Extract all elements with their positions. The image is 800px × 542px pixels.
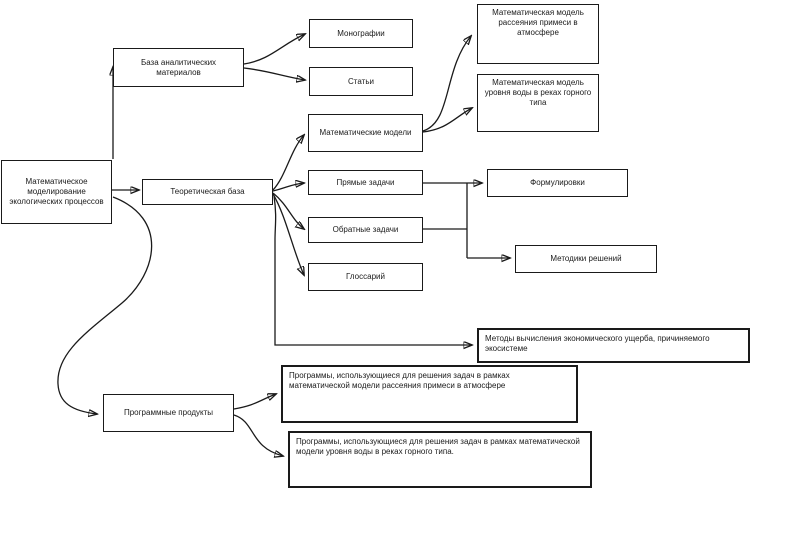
node-model-rivers: Математическая модель уровня воды в реках горного типа: [477, 74, 599, 132]
node-root: Математическое моделирование экологических процессов: [1, 160, 112, 224]
node-programs-rivers: Программы, использующиеся для решения задач в рамках математической модели уровня воды в реках горного типа.: [288, 431, 592, 488]
connector-theory-base-to-direct-tasks: [273, 183, 304, 191]
connector-root-to-software-products: [58, 197, 152, 414]
node-theory-base: Теоретическая база: [142, 179, 273, 205]
node-model-atmosphere: Математическая модель рассеяния примеси в атмосфере: [477, 4, 599, 64]
node-direct-tasks: Прямые задачи: [308, 170, 423, 195]
node-articles: Статьи: [309, 67, 413, 96]
node-solution-methods: Методики решений: [515, 245, 657, 273]
connector-theory-base-to-inverse-tasks: [273, 193, 304, 229]
node-inverse-tasks: Обратные задачи: [308, 217, 423, 243]
connector-math-models-to-model-atmosphere: [423, 36, 471, 131]
connector-theory-base-to-math-models: [273, 135, 304, 190]
node-formulations: Формулировки: [487, 169, 628, 197]
connector-software-to-programs-rivers: [234, 415, 283, 456]
node-math-models: Математические модели: [308, 114, 423, 152]
connector-analytics-base-to-articles: [244, 68, 305, 80]
node-monographs: Монографии: [309, 19, 413, 48]
node-glossary: Глоссарий: [308, 263, 423, 291]
node-damage-methods: Методы вычисления экономического ущерба, причиняемого экосистеме: [477, 328, 750, 363]
node-software-products: Программные продукты: [103, 394, 234, 432]
connector-analytics-base-to-monographs: [244, 34, 305, 64]
connector-theory-base-to-glossary: [273, 194, 304, 275]
connector-math-models-to-model-rivers: [423, 108, 472, 132]
node-programs-atmosphere: Программы, использующиеся для решения задач в рамках математической модели рассеяния примеси в атмосфере: [281, 365, 578, 423]
node-analytics-base: База аналитических материалов: [113, 48, 244, 87]
connector-software-to-programs-atmosphere: [234, 394, 276, 409]
